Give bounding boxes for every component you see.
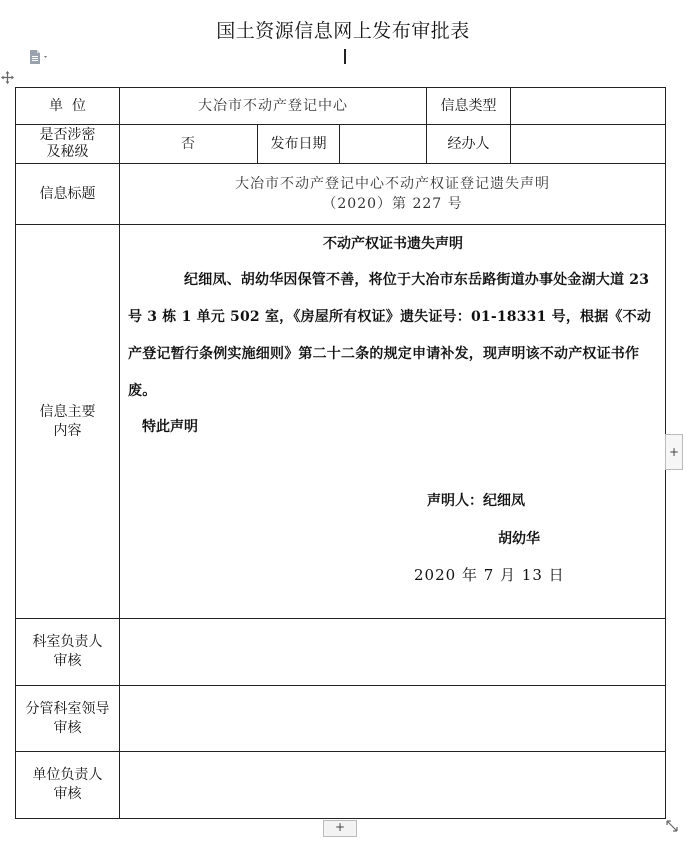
branch-review-label — [16, 686, 120, 752]
form-row-info-title — [16, 164, 666, 225]
page-title: 国土资源信息网上发布审批表 — [216, 20, 470, 42]
branch-review-value[interactable] — [120, 686, 666, 752]
content-heading: 不动产权证书遗失声明 — [323, 236, 463, 252]
info-type-label: 信息类型 — [427, 88, 511, 125]
main-content-label-text: 信息主要内容 — [39, 403, 96, 439]
add-column-button[interactable]: + — [665, 434, 683, 470]
form-row-secret — [16, 125, 666, 164]
text-cursor — [344, 49, 346, 64]
add-row-button[interactable]: + — [323, 820, 357, 837]
main-content-label — [16, 225, 120, 619]
publish-date-value[interactable] — [340, 125, 427, 164]
section-review-value[interactable] — [120, 619, 666, 686]
main-content-value[interactable] — [120, 225, 666, 619]
form-row-unit-review — [16, 752, 666, 819]
unit-value[interactable]: 大冶市不动产登记中心 — [120, 88, 427, 125]
section-review-label — [16, 619, 120, 686]
form-row-branch-review — [16, 686, 666, 752]
content-date: 2020 年 7 月 13 日 — [414, 566, 565, 584]
branch-review-label-text: 分管科室领导审核 — [25, 700, 110, 736]
secret-label-text: 是否涉密及秘级 — [39, 127, 96, 160]
move-handle-icon[interactable] — [1, 69, 14, 82]
info-title-value[interactable] — [120, 164, 666, 225]
info-type-value[interactable] — [511, 88, 666, 125]
info-title-line1: 大冶市不动产登记中心不动产权证登记遗失声明 — [235, 176, 550, 192]
form-row-unit — [16, 88, 666, 125]
info-title-label: 信息标题 — [16, 164, 120, 225]
content-declarant-2: 胡幼华 — [498, 531, 540, 547]
secret-value[interactable]: 否 — [120, 125, 258, 164]
section-review-label-text: 科室负责人审核 — [32, 634, 103, 669]
form-row-main-content — [16, 225, 666, 619]
unit-review-value[interactable] — [120, 752, 666, 819]
document-icon[interactable] — [28, 49, 50, 63]
resize-handle-icon[interactable] — [664, 818, 680, 834]
unit-review-label-text: 单位负责人审核 — [32, 767, 103, 802]
handler-label: 经办人 — [427, 125, 511, 164]
approval-form-table — [15, 87, 666, 819]
content-declarant-1: 声明人：纪细凤 — [427, 493, 525, 509]
content-block — [120, 225, 666, 617]
form-row-section-review — [16, 619, 666, 686]
info-title-line2: （2020）第 227 号 — [322, 196, 463, 212]
content-special-notice: 特此声明 — [142, 419, 198, 435]
unit-review-label — [16, 752, 120, 819]
secret-label — [16, 125, 120, 164]
handler-value[interactable] — [511, 125, 666, 164]
publish-date-label: 发布日期 — [258, 125, 340, 164]
unit-label: 单 位 — [16, 88, 120, 125]
content-paragraph: 纪细凤、胡幼华因保管不善，将位于大冶市东岳路街道办事处金湖大道 23 号 3 栋 1 单元 502 室，《房屋所有权证》遗失证号：01-18331 号，根据《不动产登记暂行条例实施细则》第二十二条的规定申请补发，现声明该不动产权证书作废。 — [128, 272, 652, 399]
